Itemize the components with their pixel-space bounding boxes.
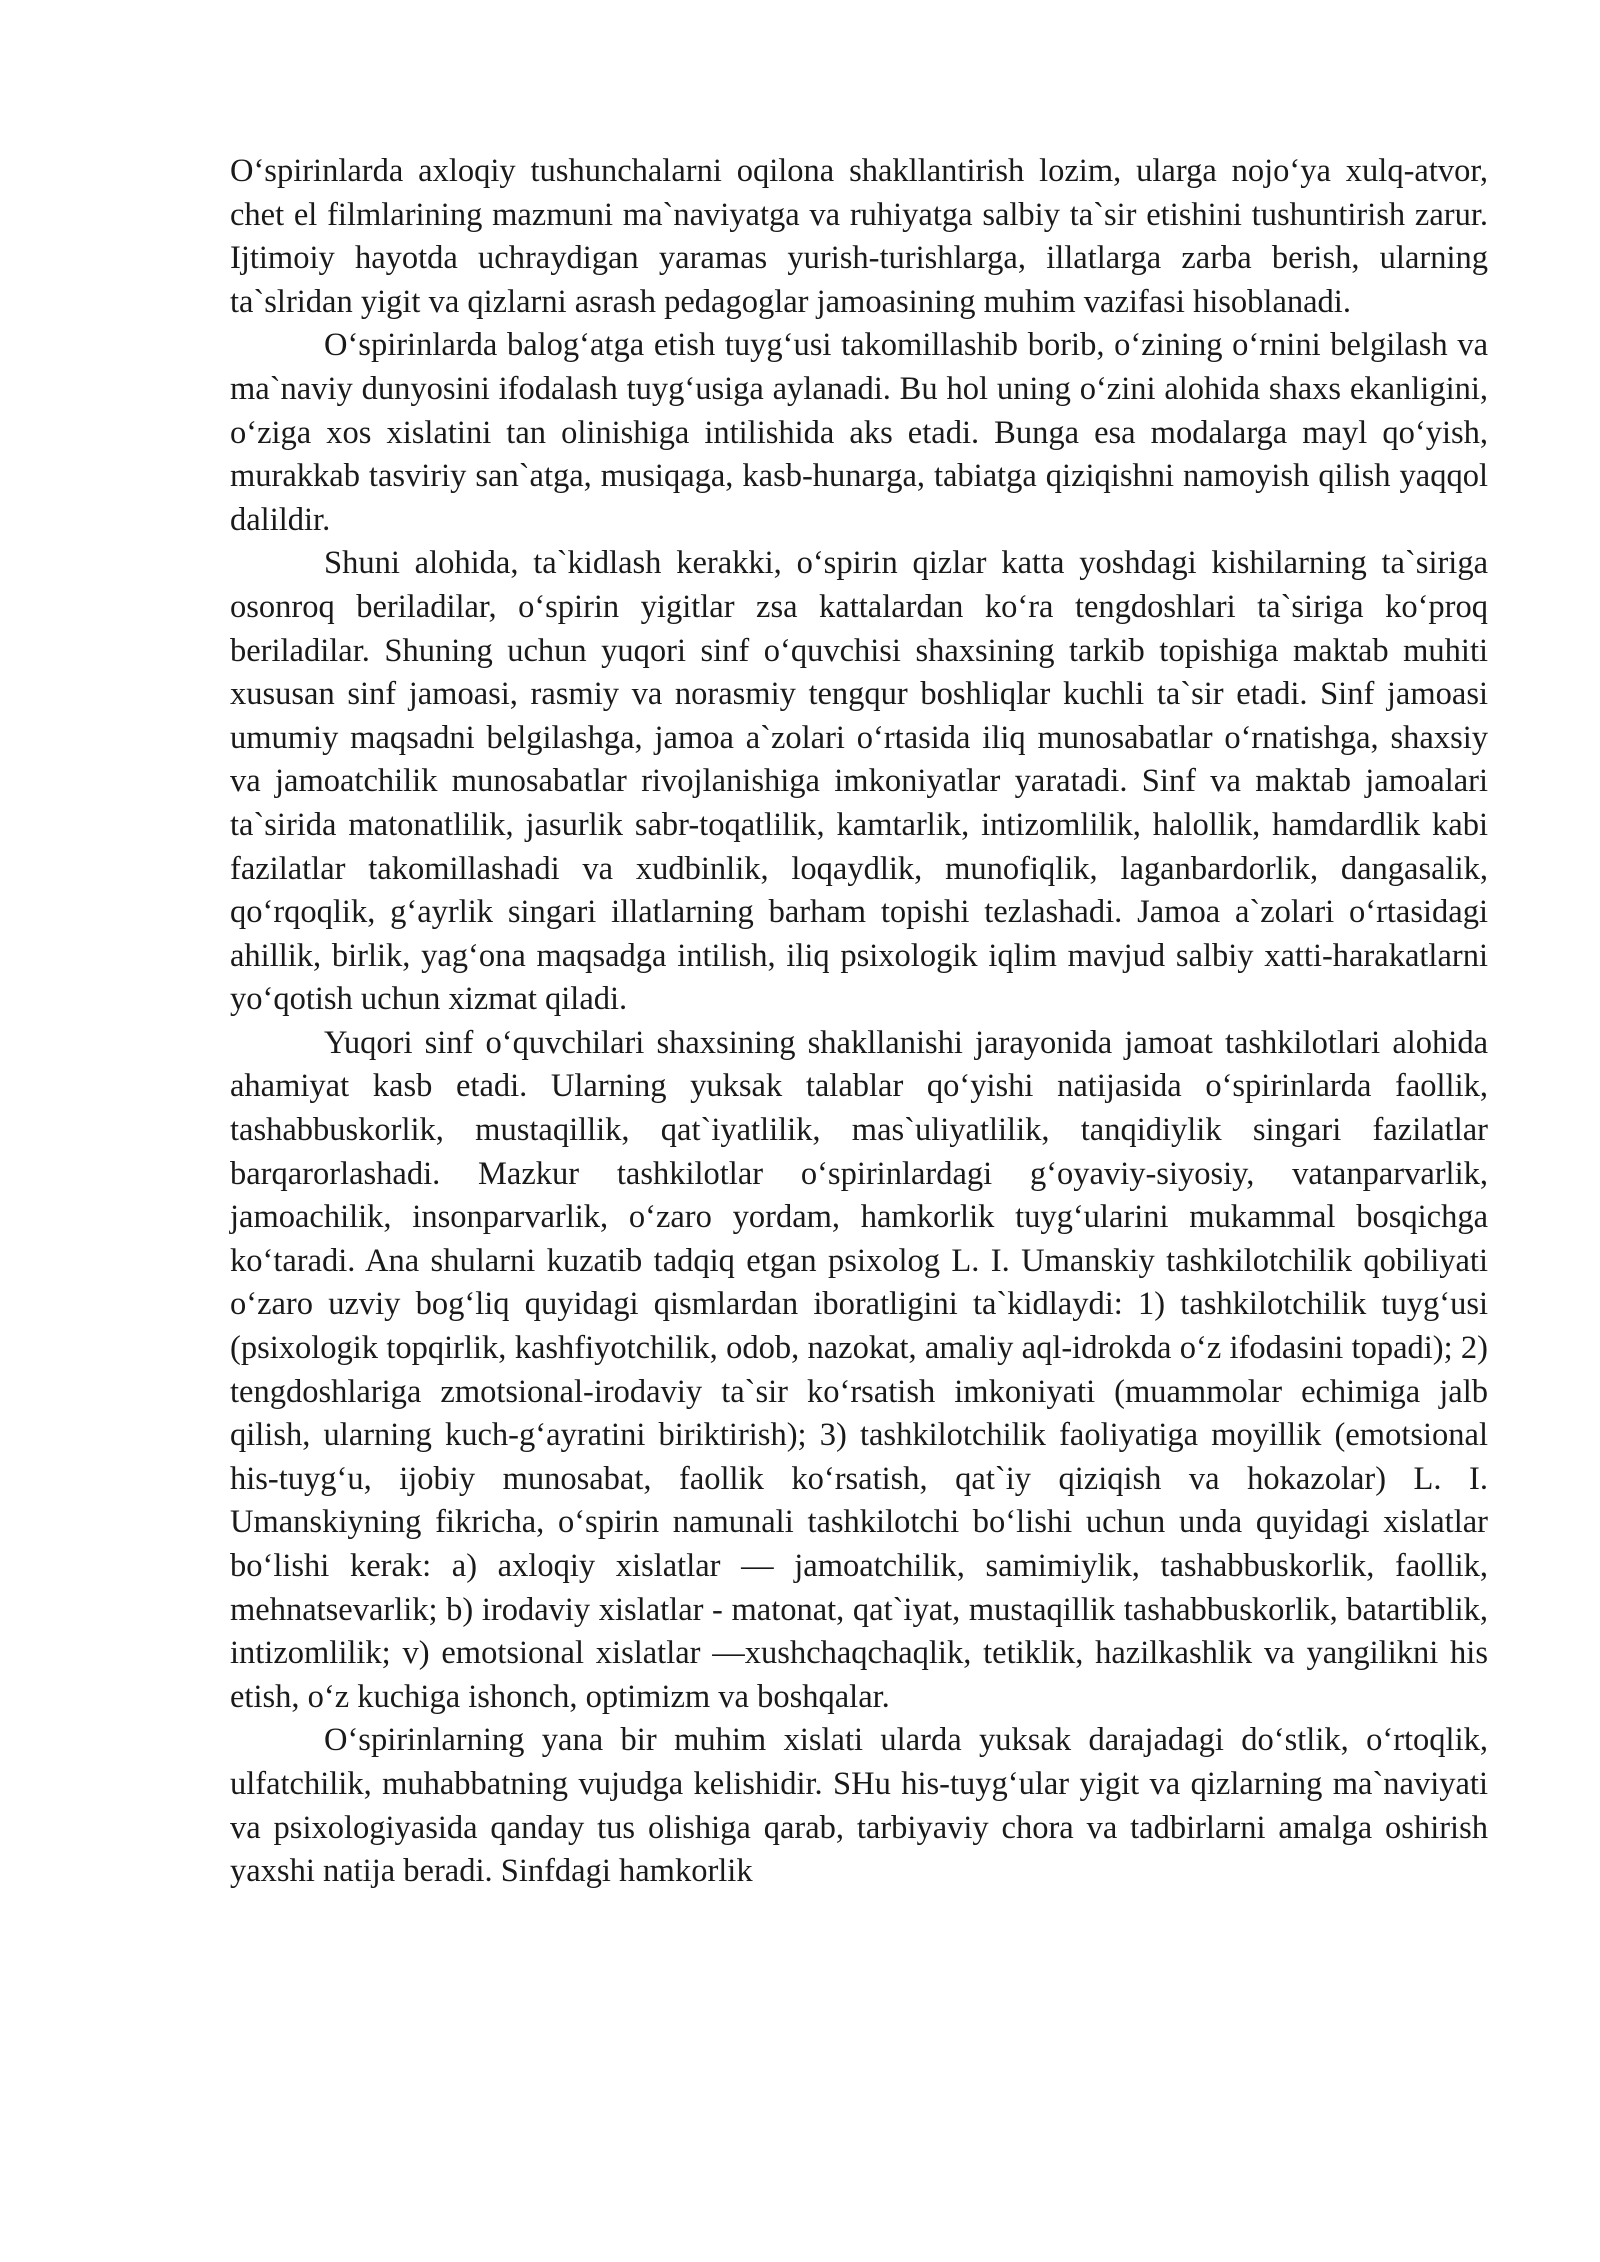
paragraph-5: O‘spirinlarning yana bir muhim xislati ularda yuksak darajadagi do‘stlik, o‘rtoqlik, ulfatchilik, muhabbatning vujudga kelishidir. SHu his-tuyg‘ular yigit va qizlarning ma`naviyati va psixologiyasida qanday tus olishiga qarab, tarbiyaviy chora va tadbirlarni amalga oshirish yaxshi natija beradi. Sinfdagi hamkorlik bbox=[230, 1722, 1488, 1890]
document-page bbox=[230, 150, 1488, 1894]
paragraph-2: O‘spirinlarda balog‘atga etish tuyg‘usi takomillashib borib, o‘zining o‘rnini belgilash va ma`naviy dunyosini ifodalash tuyg‘usiga aylanadi. Bu hol uning o‘zini alohida shaxs ekanligini, o‘ziga xos xislatini tan olinishiga intilishida aks etadi. Bunga esa modalarga mayl qo‘yish, murakkab tasviriy san`atga, musiqaga, kasb-hunarga, tabiatga qiziqishni namoyish qilish yaqqol dalildir. bbox=[230, 327, 1488, 538]
paragraph-4: Yuqori sinf o‘quvchilari shaxsining shakllanishi jarayonida jamoat tashkilotlari alohida ahamiyat kasb etadi. Ularning yuksak talablar qo‘yishi natijasida o‘spirinlarda faollik, tashabbuskorlik, mustaqillik, qat`iyatlilik, mas`uliyatlilik, tanqidiylik singari fazilatlar barqarorlashadi. Mazkur tashkilotlar o‘spirinlardagi g‘oyaviy-siyosiy, vatanparvarlik, jamoachilik, insonparvarlik, o‘zaro yordam, hamkorlik tuyg‘ularini mukammal bosqichga ko‘taradi. Ana shularni kuzatib tadqiq etgan psixolog L. I. Umanskiy tashkilotchilik qobiliyati o‘zaro uzviy bog‘liq quyidagi qismlardan iboratligini ta`kidlaydi: 1) tashkilotchilik tuyg‘usi (psixologik topqirlik, kashfiyotchilik, odob, nazokat, amaliy aql-idrokda o‘z ifodasini topadi); 2) tengdoshlariga zmotsional-irodaviy ta`sir ko‘rsatish imkoniyati (muammolar echimiga jalb qilish, ularning kuch-g‘ayratini biriktirish); 3) tashkilotchilik faoliyatiga moyillik (emotsional his-tuyg‘u, ijobiy munosabat, faollik ko‘rsatish, qat`iy qiziqish va hokazolar) L. I. Umanskiyning fikricha, o‘spirin namunali tashkilotchi bo‘lishi uchun unda quyidagi xislatlar bo‘lishi kerak: a) axloqiy xislatlar — jamoatchilik, samimiylik, tashabbuskorlik, faollik, mehnatsevarlik; b) irodaviy xislatlar - matonat, qat`iyat, mustaqillik tashabbuskorlik, batartiblik, intizomlilik; v) emotsional xislatlar —xushchaqchaqlik, tetiklik, hazilkashlik va yangilikni his etish, o‘z kuchiga ishonch, optimizm va boshqalar. bbox=[230, 1024, 1488, 1715]
paragraph-3: Shuni alohida, ta`kidlash kerakki, o‘spirin qizlar katta yoshdagi kishilarning ta`siriga osonroq beriladilar, o‘spirin yigitlar zsa kattalardan ko‘ra tengdoshlari ta`siriga ko‘proq beriladilar. Shuning uchun yuqori sinf o‘quvchisi shaxsining tarkib topishiga maktab muhiti xususan sinf jamoasi, rasmiy va norasmiy tengqur boshliqlar kuchli ta`sir etadi. Sinf jamoasi umumiy maqsadni belgilashga, jamoa a`zolari o‘rtasida iliq munosabatlar o‘rnatishga, shaxsiy va jamoatchilik munosabatlar rivojlanishiga imkoniyatlar yaratadi. Sinf va maktab jamoalari ta`sirida matonatlilik, jasurlik sabr-toqatlilik, kamtarlik, intizomlilik, halollik, hamdardlik kabi fazilatlar takomillashadi va xudbinlik, loqaydlik, munofiqlik, laganbardorlik, dangasalik, qo‘rqoqlik, g‘ayrlik singari illatlarning barham topishi tezlashadi. Jamoa a`zolari o‘rtasidagi ahillik, birlik, yag‘ona maqsadga intilish, iliq psixologik iqlim mavjud salbiy xatti-harakatlarni yo‘qotish uchun xizmat qiladi. bbox=[230, 545, 1488, 1018]
paragraph-1: O‘spirinlarda axloqiy tushunchalarni oqilona shakllantirish lozim, ularga nojo‘ya xulq-atvor, chet el filmlarining mazmuni ma`naviyatga va ruhiyatga salbiy ta`sir etishini tushuntirish zarur. Ijtimoiy hayotda uchraydigan yaramas yurish-turishlarga, illatlarga zarba berish, ularning ta`slridan yigit va qizlarni asrash pedagoglar jamoasining muhim vazifasi hisoblanadi. bbox=[230, 153, 1488, 320]
